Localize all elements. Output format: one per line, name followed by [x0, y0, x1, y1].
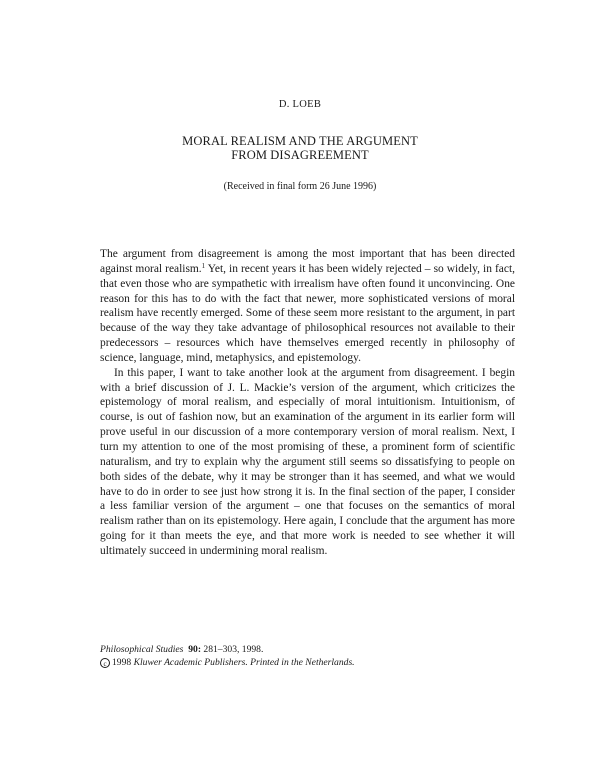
publication-footer [100, 643, 520, 669]
author-name: D. LOEB [278, 99, 322, 110]
journal-volume: 90: [188, 644, 202, 655]
copyright-icon: c [100, 658, 110, 668]
pages-year: 281–303, 1998. [201, 644, 264, 655]
paragraph-2: In this paper, I want to take another look at the argument from disagreement. I begin with a brief discussion of J. L. Mackie’s version of the argument, which criticizes the epistemology of moral realism, and especially of moral intuitionism. Intuitionism, of course, is out of fashion now, but an examination of the argument in its earlier form will prove useful in our discussion of a more contemporary version of moral realism. Next, I turn my attention to one of the most promising of these, a prominent form of scientific naturalism, and try to explain why the argument still seems so dissatisfying to people on both sides of the debate, why it may be stronger than it has seemed, and what we would have to do in order to see just how strong it is. In the final section of the paper, I consider a less familiar version of the argument – one that focuses on the semantics of moral realism rather than on its epistemology. Here again, I conclude that the argument has more going for it than meets the eye, and that more work is needed to see whether it will ultimately succeed in undermining moral realism. [100, 366, 515, 557]
journal-name: Philosophical Studies [100, 644, 184, 655]
article-title [0, 134, 600, 162]
article-body [100, 247, 515, 559]
copyright-line [100, 656, 520, 669]
publisher-name: Kluwer Academic Publishers. Printed in the Netherlands. [133, 657, 355, 668]
title-line-1: MORAL REALISM AND THE ARGUMENT [182, 134, 418, 148]
footnote-marker[interactable]: 1 [201, 261, 206, 270]
received-date: (Received in final form 26 June 1996) [223, 181, 377, 192]
paragraph-1-text-b: Yet, in recent years it has been widely rejected – so widely, in fact, that even those who are sympathetic with irrealism have often found it unconvincing. One reason for this has to do with the fact that newer, more sophisticated versions of moral realism have recently emerged. Some of these seem more resistant to the argument, in part because of the way they take advantage of philosophical resources not available to their predecessors – resources which have themselves emerged recently in philosophy of science, language, mind, metaphysics, and epistemology. [100, 262, 515, 364]
citation-line [100, 643, 520, 656]
title-line-2: FROM DISAGREEMENT [231, 148, 369, 162]
paragraph-1-text-a: The argument from disagreement is among the most important that has been directed against moral realism. [100, 248, 515, 275]
copyright-year: 1998 [112, 657, 134, 668]
paragraph-1 [100, 247, 515, 366]
